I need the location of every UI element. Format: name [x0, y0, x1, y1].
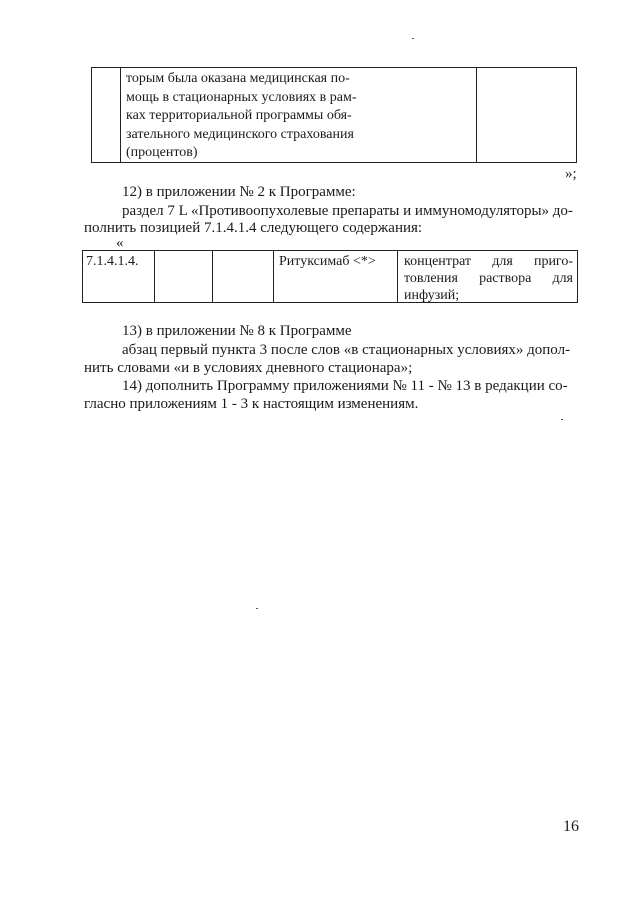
- indicator-line: зательного медицинского страхования: [126, 126, 354, 142]
- table-new-position: [82, 250, 578, 303]
- page-number: 16: [563, 818, 579, 835]
- opening-quote: «: [116, 235, 124, 251]
- indicator-line: торым была оказана медицинская по-: [126, 71, 350, 86]
- dosage-form-cell: [398, 251, 577, 302]
- empty-cell: [155, 251, 213, 302]
- item-13-line-2: нить словами «и в условиях дневного стационара»;: [84, 360, 413, 376]
- dosage-form-line: инфузий;: [404, 288, 460, 303]
- indicator-line: ках территориальной программы обя-: [126, 108, 352, 124]
- item-13-heading: 13) в приложении № 8 к Программе: [122, 323, 352, 339]
- item-14-line-1: 14) дополнить Программу приложениями № 11 - № 13 в редакции со-: [122, 378, 568, 394]
- indicator-line: мощь в стационарных условиях в рам-: [126, 89, 357, 105]
- position-code-cell: 7.1.4.1.4.: [83, 251, 155, 302]
- scan-speck: [256, 608, 258, 609]
- indicator-line: (процентов): [126, 145, 198, 161]
- item-12-heading: 12) в приложении № 2 к Программе:: [122, 184, 356, 200]
- table-cell-number: [92, 68, 121, 162]
- indicator-text: [126, 70, 374, 163]
- empty-cell: [212, 251, 274, 302]
- item-14-line-2: гласно приложениям 1 - 3 к настоящим изменениям.: [84, 396, 419, 412]
- closing-quote: »;: [565, 166, 577, 182]
- item-12-line-1: раздел 7 L «Противоопухолевые препараты и иммуномодуляторы» до-: [122, 203, 573, 219]
- item-12-line-2: полнить позицией 7.1.4.1.4 следующего содержания:: [84, 220, 423, 236]
- dosage-form-line: товления раствора для: [404, 271, 573, 286]
- dosage-form-line: концентрат для приго-: [404, 254, 573, 269]
- scan-speck: [412, 38, 414, 39]
- table-cell-value: [476, 68, 576, 162]
- item-13-line-1: абзац первый пункта 3 после слов «в стационарных условиях» допол-: [122, 342, 571, 358]
- scan-speck: [561, 419, 563, 420]
- drug-name-cell: Ритуксимаб <*>: [273, 251, 398, 302]
- table-cell-indicator: [120, 68, 477, 162]
- table-continuation: [91, 67, 577, 163]
